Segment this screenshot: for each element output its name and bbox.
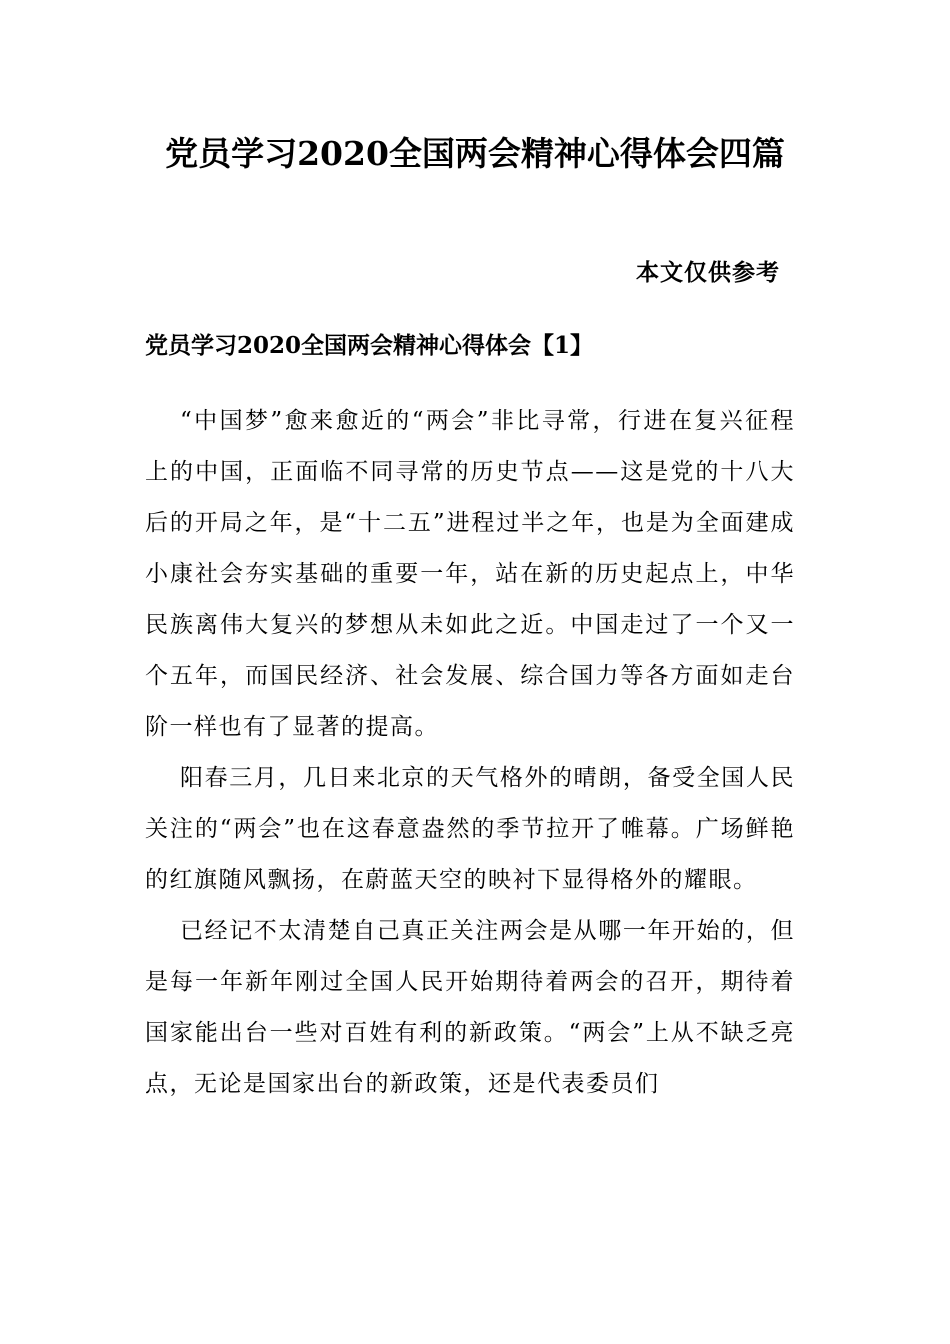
document-title: 党员学习2020全国两会精神心得体会四篇 <box>165 134 785 173</box>
section-heading: 党员学习2020全国两会精神心得体会【1】 <box>145 332 594 359</box>
body-paragraph: 已经记不太清楚自己真正关注两会是从哪一年开始的，但是每一年新年刚过全国人民开始期待着两会的召开，期待着国家能出台一些对百姓有利的新政策。“两会”上从不缺乏亮点，无论是国家出台的新政策，还是代表委员们 <box>145 918 795 1097</box>
document-body <box>145 396 795 1110</box>
body-paragraph: 阳春三月，几日来北京的天气格外的晴朗，备受全国人民关注的“两会”也在这春意盎然的季节拉开了帷幕。广场鲜艳的红旗随风飘扬，在蔚蓝天空的映衬下显得格外的耀眼。 <box>145 765 795 893</box>
reference-note: 本文仅供参考 <box>636 259 780 286</box>
body-paragraph: “中国梦”愈来愈近的“两会”非比寻常，行进在复兴征程上的中国，正面临不同寻常的历史节点——这是党的十八大后的开局之年，是“十二五”进程过半之年，也是为全面建成小康社会夯实基础的重要一年，站在新的历史起点上，中华民族离伟大复兴的梦想从未如此之近。中国走过了一个又一个五年，而国民经济、社会发展、综合国力等各方面如走台阶一样也有了显著的提高。 <box>145 408 795 740</box>
